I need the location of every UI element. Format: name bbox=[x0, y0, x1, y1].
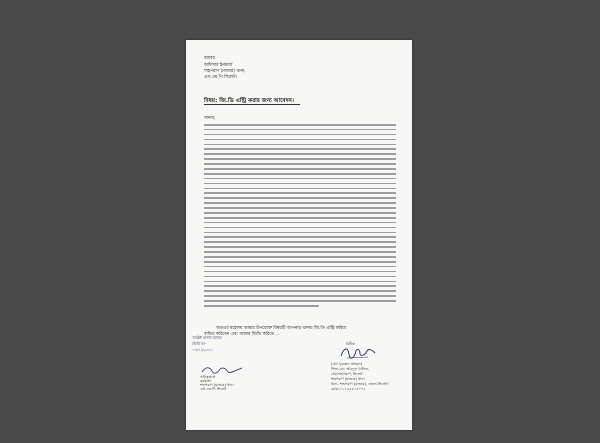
stamp-line1: সংশ্লিষ্ট থানায় বরাবর bbox=[192, 336, 222, 340]
subject-line: বিষয়: জি.ডি এন্ট্রি করার জন্য আবেদন। bbox=[204, 98, 294, 104]
addressee-line3: এস.এম.পি সিলেট। bbox=[204, 75, 237, 80]
greeting: জনাব, bbox=[204, 116, 216, 121]
body-paragraph bbox=[204, 124, 396, 310]
officer-stamp bbox=[198, 365, 246, 395]
addressee-to: বরাবর bbox=[204, 56, 215, 61]
officer-stamp-line1: দায়িত্বপ্রাপ্ত bbox=[200, 375, 216, 379]
signer-phone: মোবা-০১৭৫৫৯০৫০০৫ bbox=[331, 387, 366, 391]
signer-name: (মো: ফুরকান আহমদ) bbox=[331, 362, 363, 366]
signer-address: শাহপরাণ (মাজার) থানা bbox=[331, 377, 365, 381]
subject-underline bbox=[204, 104, 300, 105]
signer-address2: থানা- শাহপরাণ (মাজার), জেলা-সিলেট। bbox=[331, 382, 389, 386]
document-page bbox=[186, 40, 412, 430]
stamp-line2: জিডি নং- bbox=[192, 342, 206, 346]
signer-village: গ্রাম-শাহপরাণ, সিলেট bbox=[331, 372, 363, 376]
addressee-line1: অফিসার ইনচার্জ bbox=[204, 63, 233, 68]
closing-line1: অতএব মহোদয় আমার উপরোক্ত বিষয়টি আপনার থানায় জি.ডি এন্ট্রি করিয়া bbox=[216, 326, 346, 331]
signer-label: বিনীত bbox=[346, 342, 355, 346]
stamp-line3: ০৭/১২/২০২১ bbox=[192, 348, 214, 352]
signature-mark bbox=[338, 345, 378, 361]
officer-signature-mark bbox=[198, 365, 246, 375]
closing-line2: বাধিত করিবেন এবং আমার জিডি করিতে ... bbox=[204, 332, 280, 337]
officer-stamp-line4: এস.এম.পি সিলেট bbox=[200, 387, 227, 391]
officer-stamp-line2: কর্মকর্তা bbox=[200, 379, 211, 383]
addressee-line2: শাহপরাণ (মাজার) থানা, bbox=[204, 69, 246, 74]
officer-stamp-line3: শাহপরাণ (মাজার) থানা bbox=[200, 383, 234, 387]
signer-father: পিতা-মো: আবদুল খালিক, bbox=[331, 367, 370, 371]
receipt-stamp bbox=[192, 336, 242, 358]
